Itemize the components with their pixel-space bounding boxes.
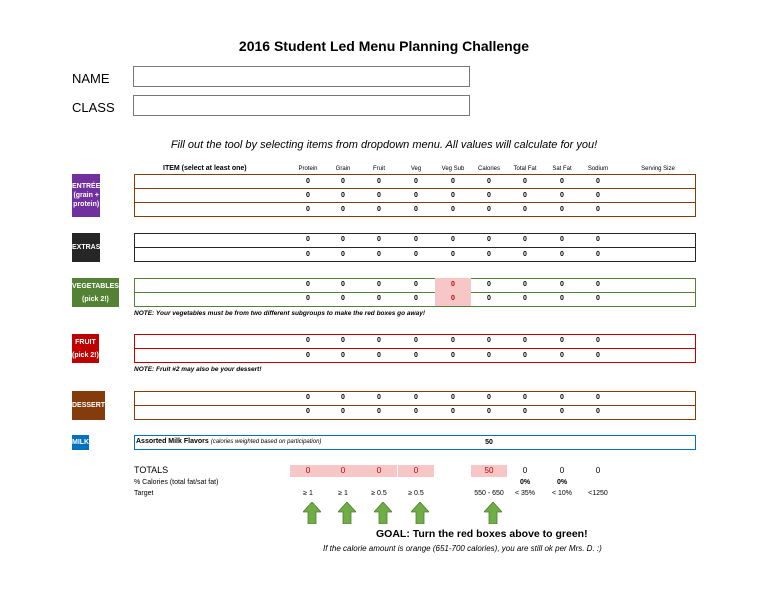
target-sat-fat: < 10%	[551, 490, 573, 497]
pct-total-fat: 0%	[519, 479, 531, 486]
table-row[interactable]	[290, 405, 620, 419]
milk-note: (calories weighted based on participation)	[210, 439, 322, 445]
veg-sub-cell: 0	[451, 192, 455, 199]
header-veg-sub: Veg Sub	[441, 166, 465, 172]
total-fat-cell: 0	[523, 408, 527, 415]
total-fat-cell: 0	[523, 281, 527, 288]
goal-note: If the calorie amount is orange (651-700 calories), you are still ok per Mrs. D. :)	[323, 544, 602, 553]
protein-cell: 0	[306, 251, 310, 258]
protein-cell: 0	[306, 178, 310, 185]
category-label: (pick 2!)	[82, 295, 109, 303]
total-fat-cell: 0	[523, 206, 527, 213]
total-fruit: 0	[361, 465, 397, 477]
total-fat-cell: 0	[523, 337, 527, 344]
table-row[interactable]	[290, 233, 620, 247]
veg-cell: 0	[414, 251, 418, 258]
total-fat-cell: 0	[523, 394, 527, 401]
sodium-cell: 0	[596, 352, 600, 359]
target-total-fat: < 35%	[514, 490, 536, 497]
veg-sub-cell: 0	[451, 394, 455, 401]
protein-cell: 0	[306, 394, 310, 401]
category-label: (grain +	[73, 192, 99, 199]
class-field[interactable]	[133, 95, 470, 116]
category-entree	[72, 174, 100, 217]
category-label: protein)	[73, 201, 100, 208]
veg-sub-cell: 0	[451, 206, 455, 213]
veg-sub-cell: 0	[451, 408, 455, 415]
sodium-cell: 0	[596, 192, 600, 199]
protein-cell: 0	[306, 192, 310, 199]
table-row[interactable]	[290, 349, 620, 363]
grain-cell: 0	[341, 394, 345, 401]
sat-fat-cell: 0	[560, 236, 564, 243]
sodium-cell: 0	[596, 337, 600, 344]
target-label: Target	[134, 490, 154, 497]
veg-cell: 0	[414, 206, 418, 213]
item-header: ITEM (select at least one)	[163, 165, 247, 172]
sodium-cell: 0	[596, 236, 600, 243]
total-sat-fat: 0	[559, 466, 565, 475]
total-total-fat: 0	[522, 466, 528, 475]
calories-cell: 0	[487, 408, 491, 415]
fruit-cell: 0	[377, 192, 381, 199]
vegetables-note: NOTE: Your vegetables must be from two different subgroups to make the red boxes go away!	[134, 310, 425, 317]
pct-sat-fat: 0%	[556, 479, 568, 486]
category-label: EXTRAS	[72, 244, 101, 251]
calories-cell: 0	[487, 337, 491, 344]
sat-fat-cell: 0	[560, 251, 564, 258]
header-total-fat: Total Fat	[513, 166, 537, 172]
grain-cell: 0	[341, 178, 345, 185]
fruit-note: NOTE: Fruit #2 may also be your dessert!	[134, 366, 262, 373]
header-calories: Calories	[477, 166, 500, 172]
sat-fat-cell: 0	[560, 408, 564, 415]
sodium-cell: 0	[596, 281, 600, 288]
protein-cell: 0	[306, 206, 310, 213]
total-fat-cell: 0	[523, 178, 527, 185]
veg-cell: 0	[414, 236, 418, 243]
calories-cell: 0	[487, 295, 491, 302]
arrow-up-icon	[338, 502, 356, 524]
veg-sub-cell: 0	[435, 278, 471, 292]
category-label: (pick 2!)	[72, 351, 99, 359]
fruit-cell: 0	[377, 352, 381, 359]
header-protein: Protein	[298, 166, 318, 172]
table-row[interactable]	[290, 278, 620, 292]
header-fruit: Fruit	[373, 166, 385, 172]
sat-fat-cell: 0	[560, 192, 564, 199]
grain-cell: 0	[341, 337, 345, 344]
arrow-up-icon	[411, 502, 429, 524]
table-row[interactable]	[290, 203, 620, 217]
veg-cell: 0	[414, 408, 418, 415]
total-veg-sub	[435, 465, 471, 477]
protein-cell: 0	[306, 281, 310, 288]
header-grain: Grain	[335, 166, 351, 172]
total-fat-cell: 0	[523, 236, 527, 243]
total-veg: 0	[398, 465, 434, 477]
category-label: ENTRÉE	[72, 183, 101, 190]
veg-sub-cell: 0	[451, 337, 455, 344]
fruit-cell: 0	[377, 206, 381, 213]
total-grain: 0	[325, 465, 361, 477]
calories-cell: 0	[487, 394, 491, 401]
fruit-cell: 0	[377, 337, 381, 344]
grain-cell: 0	[341, 206, 345, 213]
target-veg: ≥ 0.5	[408, 490, 424, 497]
calories-cell: 0	[487, 251, 491, 258]
veg-cell: 0	[414, 178, 418, 185]
header-sodium: Sodium	[587, 166, 609, 172]
sat-fat-cell: 0	[560, 337, 564, 344]
fruit-cell: 0	[377, 178, 381, 185]
category-label: MILK	[72, 439, 90, 446]
calories-cell: 0	[487, 352, 491, 359]
total-fat-cell: 0	[523, 251, 527, 258]
table-row[interactable]	[290, 248, 620, 262]
veg-cell: 0	[414, 394, 418, 401]
protein-cell: 0	[306, 352, 310, 359]
target-grain: ≥ 1	[338, 490, 348, 497]
sodium-cell: 0	[596, 394, 600, 401]
veg-sub-cell: 0	[451, 236, 455, 243]
protein-cell: 0	[306, 295, 310, 302]
name-label: NAME	[72, 71, 110, 86]
veg-sub-cell: 0	[451, 352, 455, 359]
sat-fat-cell: 0	[560, 281, 564, 288]
milk-item	[136, 438, 321, 445]
sodium-cell: 0	[596, 206, 600, 213]
category-extras	[72, 233, 100, 262]
protein-cell: 0	[306, 337, 310, 344]
header-serving-size: Serving Size	[641, 166, 675, 172]
total-fat-cell: 0	[523, 352, 527, 359]
instruction-text: Fill out the tool by selecting items from dropdown menu. All values will calculate for you!	[170, 139, 598, 151]
veg-cell: 0	[414, 337, 418, 344]
calories-cell: 0	[487, 206, 491, 213]
veg-sub-cell: 0	[451, 178, 455, 185]
header-veg: Veg	[410, 166, 422, 172]
sat-fat-cell: 0	[560, 206, 564, 213]
table-row[interactable]	[290, 334, 620, 348]
protein-cell: 0	[306, 236, 310, 243]
veg-sub-cell: 0	[451, 251, 455, 258]
veg-cell: 0	[414, 295, 418, 302]
calories-cell: 0	[487, 178, 491, 185]
calories-cell: 0	[487, 192, 491, 199]
calories-cell: 0	[487, 236, 491, 243]
category-milk	[72, 435, 89, 450]
veg-cell: 0	[414, 192, 418, 199]
target-sodium: <1250	[588, 490, 608, 497]
calories-cell: 0	[487, 281, 491, 288]
grain-cell: 0	[341, 352, 345, 359]
sodium-cell: 0	[596, 251, 600, 258]
target-row	[290, 488, 630, 500]
header-sat-fat: Sat Fat	[552, 166, 572, 172]
sat-fat-cell: 0	[560, 352, 564, 359]
target-fruit: ≥ 0.5	[371, 490, 387, 497]
target-calories: 550 - 650	[474, 490, 504, 497]
milk-calories: 50	[485, 439, 493, 446]
total-fat-cell: 0	[523, 295, 527, 302]
arrow-up-icon	[303, 502, 321, 524]
class-label: CLASS	[72, 100, 115, 115]
category-vegetables	[72, 278, 119, 307]
veg-cell: 0	[414, 352, 418, 359]
total-sodium: 0	[595, 466, 601, 475]
milk-item-name: Assorted Milk Flavors	[136, 438, 209, 445]
page-title: 2016 Student Led Menu Planning Challenge	[238, 38, 530, 54]
table-row[interactable]	[290, 391, 620, 405]
sat-fat-cell: 0	[560, 394, 564, 401]
sat-fat-cell: 0	[560, 178, 564, 185]
grain-cell: 0	[341, 408, 345, 415]
sodium-cell: 0	[596, 295, 600, 302]
category-label: DESSERT	[72, 402, 106, 409]
protein-cell: 0	[306, 408, 310, 415]
category-dessert	[72, 391, 105, 420]
fruit-cell: 0	[377, 281, 381, 288]
category-label: VEGETABLES	[72, 282, 119, 290]
fruit-cell: 0	[377, 295, 381, 302]
arrow-up-icon	[374, 502, 392, 524]
name-field[interactable]	[133, 66, 470, 87]
grain-cell: 0	[341, 251, 345, 258]
total-protein: 0	[290, 465, 326, 477]
arrow-up-icon	[484, 502, 502, 524]
veg-cell: 0	[414, 281, 418, 288]
grain-cell: 0	[341, 236, 345, 243]
sodium-cell: 0	[596, 178, 600, 185]
veg-sub-cell: 0	[435, 292, 471, 306]
sodium-cell: 0	[596, 408, 600, 415]
table-row[interactable]	[290, 189, 620, 203]
grain-cell: 0	[341, 192, 345, 199]
pct-calories-label: % Calories (total fat/sat fat)	[134, 479, 219, 486]
grain-cell: 0	[341, 281, 345, 288]
goal-text: GOAL: Turn the red boxes above to green!	[376, 528, 588, 540]
table-row[interactable]	[290, 175, 620, 189]
total-fat-cell: 0	[523, 192, 527, 199]
category-fruit	[72, 334, 99, 363]
grain-cell: 0	[341, 295, 345, 302]
fruit-cell: 0	[377, 408, 381, 415]
sat-fat-cell: 0	[560, 295, 564, 302]
table-row[interactable]	[290, 292, 620, 306]
target-protein: ≥ 1	[303, 490, 313, 497]
fruit-cell: 0	[377, 394, 381, 401]
totals-label: TOTALS	[134, 465, 169, 475]
total-calories: 50	[471, 465, 507, 477]
fruit-cell: 0	[377, 236, 381, 243]
fruit-cell: 0	[377, 251, 381, 258]
category-label: FRUIT	[75, 338, 96, 346]
